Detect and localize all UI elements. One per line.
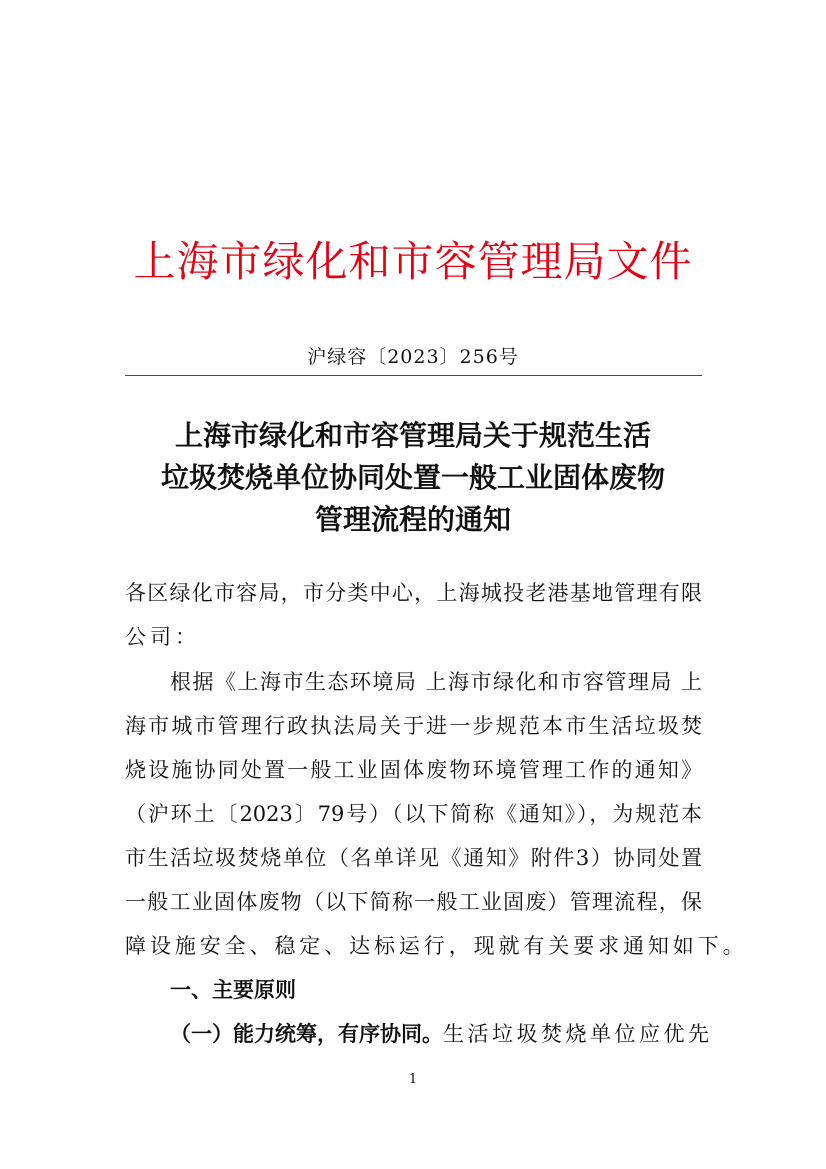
document-title	[0, 415, 826, 541]
body-line: 海市城市管理行政执法局关于进一步规范本市生活垃圾焚	[125, 714, 702, 738]
page-number: 1	[408, 1072, 418, 1087]
title-line: 垃圾焚烧单位协同处置一般工业固体废物	[160, 461, 665, 494]
red-divider	[125, 375, 702, 376]
body-line: （沪环土〔2023〕79号）（以下简称《通知》），为规范本	[125, 802, 702, 826]
document-number: 沪绿容〔2023〕256号	[307, 346, 519, 368]
recipients-line: 各区绿化市容局，市分类中心，上海城投老港基地管理有限	[125, 581, 702, 605]
section-heading: 一、主要原则	[170, 978, 296, 1002]
body-line: 障设施安全、稳定、达标运行，现就有关要求通知如下。	[125, 934, 748, 958]
body-line: 市生活垃圾焚烧单位（名单详见《通知》附件3）协同处置	[125, 846, 702, 870]
title-line: 管理流程的通知	[314, 503, 511, 536]
body-line: 烧设施协同处置一般工业固体废物环境管理工作的通知》	[125, 758, 702, 782]
item-1-text: 生活垃圾焚烧单位应优先	[443, 1022, 713, 1046]
body-line: 一般工业固体废物（以下简称一般工业固废）管理流程，保	[125, 890, 702, 914]
title-line: 上海市绿化和市容管理局关于规范生活	[174, 419, 651, 452]
item-1	[170, 1019, 713, 1049]
item-1-heading: （一）能力统筹，有序协同。	[170, 1021, 443, 1046]
body-line: 根据《上海市生态环境局 上海市绿化和市容管理局 上	[170, 670, 702, 694]
issuer-header: 上海市绿化和市容管理局文件	[133, 237, 693, 286]
recipients-line: 公司：	[125, 625, 200, 649]
